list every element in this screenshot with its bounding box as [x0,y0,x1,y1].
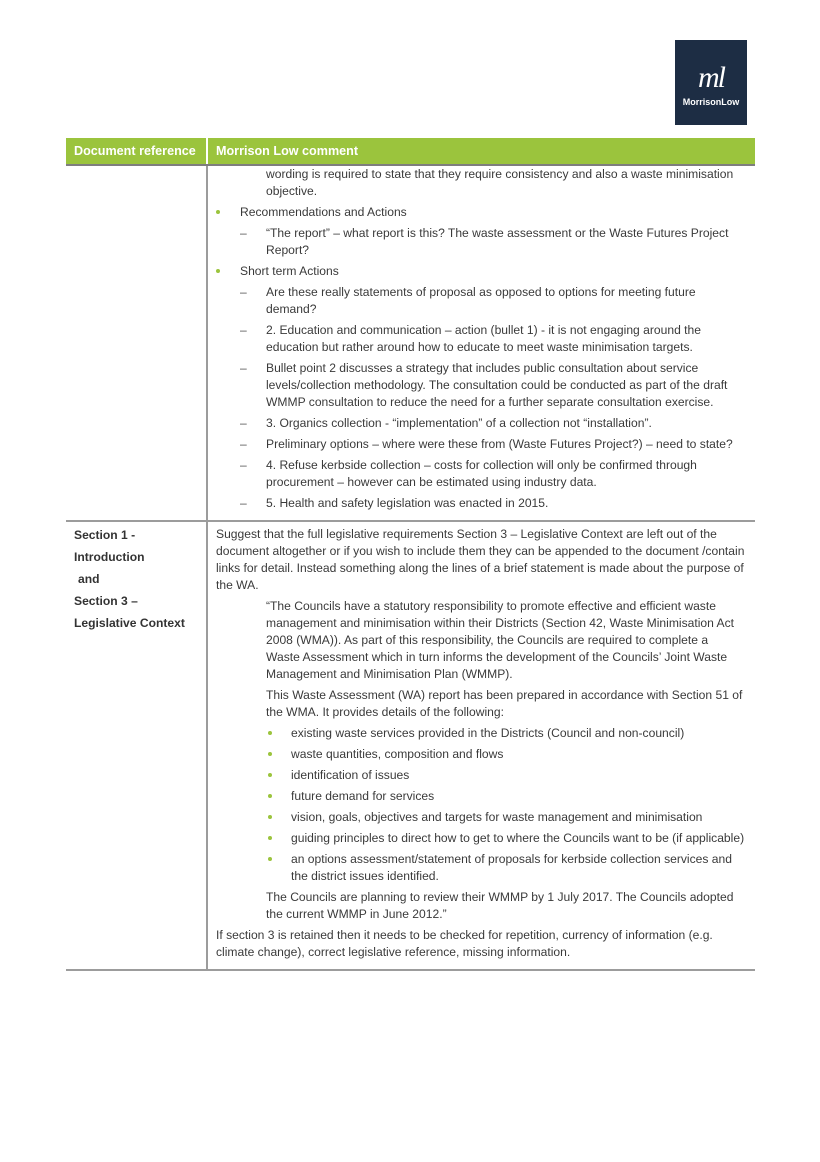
quote-list-item: existing waste services provided in the Districts (Council and non-council) [216,725,745,742]
bullet-recommendations: Recommendations and Actions [216,204,745,221]
reference-line: Legislative Context [74,616,185,630]
comment-cell [207,165,755,521]
reference-line: Section 3 – [74,594,138,608]
sub-item: – 2. Education and communication – action (bullet 1) - it is not engaging around the education but rather around how to educate to meet waste minimisation targets. [216,322,745,356]
closing-paragraph: If section 3 is retained then it needs to be checked for repetition, currency of information (e.g. climate change), correct legislative reference, missing information. [216,928,713,959]
quote-list-item: vision, goals, objectives and targets for waste management and minimisation [216,809,745,826]
sub-item: – 5. Health and safety legislation was enacted in 2015. [216,495,745,512]
comments-table [66,138,755,971]
quote-list-item: future demand for services [216,788,745,805]
quote-list-item: an options assessment/statement of proposals for kerbside collection services and the district issues identified. [216,851,745,885]
table-header-row [66,138,755,165]
continuation-text: wording is required to state that they require consistency and also a waste minimisation objective. [266,167,734,198]
reference-line: Introduction [74,550,145,564]
quote-list-item: identification of issues [216,767,745,784]
quote-list-item: guiding principles to direct how to get to where the Councils want to be (if applicable) [216,830,745,847]
logo-wordmark: MorrisonLow [682,97,740,107]
reference-cell [66,521,207,970]
sub-item: – Are these really statements of proposal as opposed to options for meeting future demand? [216,284,745,318]
quote-paragraph: The Councils are planning to review their WMMP by 1 July 2017. The Councils adopted the current WMMP in June 2012.” [266,890,734,921]
sub-item: – “The report” – what report is this? The waste assessment or the Waste Futures Project Report? [216,225,745,259]
sub-item: – 3. Organics collection - “implementation” of a collection not “installation”. [216,415,745,432]
reference-cell [66,165,207,521]
reference-line: and [78,572,100,586]
quote-paragraph: “The Councils have a statutory responsibility to promote effective and efficient waste management and minimisation within their Districts (Section 42, Waste Minimisation Act 2008 (WMA)). As part of this responsibility, the Councils are required to complete a Waste Assessment which in turn informs the development of the Councils’ Joint Waste Management and Minimisation Plan (WMMP). [266,599,735,681]
header-document-reference: Document reference [66,138,207,165]
table-row [66,521,755,970]
sub-item: – 4. Refuse kerbside collection – costs for collection will only be confirmed through procurement – however can be estimated using industry data. [216,457,745,491]
logo-mark: ml [698,61,724,94]
morrison-low-logo [675,40,747,125]
bullet-short-term-actions: Short term Actions [216,263,745,280]
comment-cell [207,521,755,970]
quote-list-item: waste quantities, composition and flows [216,746,745,763]
table-row [66,165,755,521]
reference-line: Section 1 - [74,528,136,542]
sub-item: – Bullet point 2 discusses a strategy that includes public consultation about service levels/collection methodology. The consultation could be conducted as part of the draft WMMP consultation to reduce the need for a further separate consultation exercise. [216,360,745,411]
header-morrison-low-comment: Morrison Low comment [207,138,755,165]
sub-item: – Preliminary options – where were these from (Waste Futures Project?) – need to state? [216,436,745,453]
intro-paragraph: Suggest that the full legislative requirements Section 3 – Legislative Context are left out of the document altogether or if you wish to include them they can be appended to the document /contain links for detail. Instead something along the lines of a brief statement is made about the purpose of the WA. [216,527,745,592]
quote-paragraph: This Waste Assessment (WA) report has been prepared in accordance with Section 51 of the WMA. It provides details of the following: [266,688,743,719]
